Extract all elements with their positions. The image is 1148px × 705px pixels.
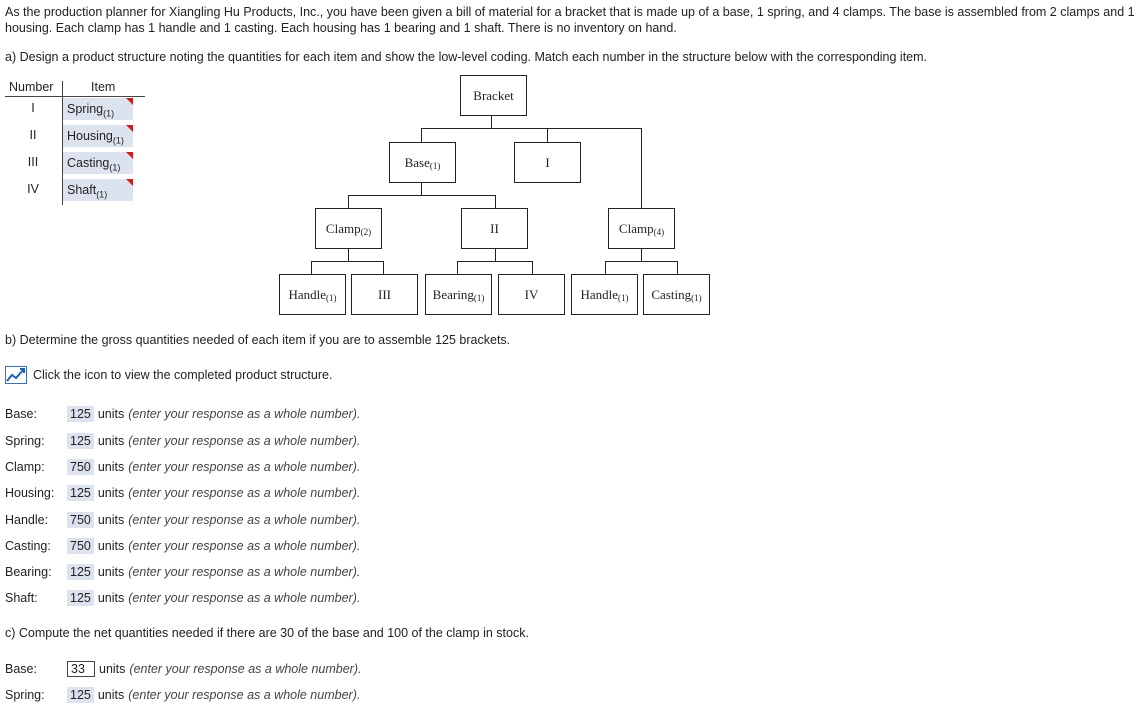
- connector: [457, 261, 458, 274]
- row-number-4: IV: [27, 182, 39, 196]
- gross-label: Shaft:: [5, 591, 38, 605]
- view-structure-link[interactable]: [5, 366, 332, 384]
- gross-label: Bearing:: [5, 565, 52, 579]
- connector: [641, 128, 642, 208]
- gross-value[interactable]: 750: [67, 538, 94, 554]
- table-header-rule: [5, 96, 145, 97]
- connector: [495, 248, 496, 262]
- col-header-number: Number: [9, 80, 54, 94]
- gross-row-handle: [5, 510, 360, 530]
- node-handle-b: Handle $_{(1)}$: [571, 274, 638, 315]
- row-number-3: III: [27, 155, 39, 169]
- row-number-2: II: [29, 128, 37, 142]
- connector: [605, 261, 678, 262]
- connector: [605, 261, 606, 274]
- hint-text: (enter your response as a whole number).: [128, 513, 361, 527]
- view-structure-label: Click the icon to view the completed product structure.: [33, 368, 333, 382]
- connector: [421, 128, 422, 143]
- unit-label: units: [97, 565, 125, 579]
- connector: [677, 261, 678, 274]
- connector: [495, 195, 496, 208]
- node-clamp-4: Clamp $_{(4)}$: [608, 208, 675, 249]
- unit-label: units: [97, 513, 125, 527]
- gross-row-casting: [5, 536, 360, 556]
- connector: [421, 182, 422, 196]
- gross-value[interactable]: 125: [67, 406, 94, 422]
- node-bracket: Bracket: [460, 75, 527, 116]
- gross-value[interactable]: 750: [67, 459, 94, 475]
- connector: [311, 261, 384, 262]
- net-base-input[interactable]: 33: [67, 661, 95, 677]
- node-number-2: II: [461, 208, 528, 249]
- connector: [457, 261, 533, 262]
- unit-label: units: [97, 688, 125, 702]
- gross-label: Base:: [5, 407, 37, 421]
- net-row-spring: [5, 685, 360, 705]
- gross-value[interactable]: 125: [67, 590, 94, 606]
- net-label: Base:: [5, 662, 37, 676]
- unit-label: units: [97, 407, 125, 421]
- gross-label: Spring:: [5, 434, 45, 448]
- gross-label: Casting:: [5, 539, 51, 553]
- col-header-item: Item: [91, 80, 116, 94]
- item-select-1[interactable]: Spring$_{(1)}$: [63, 98, 133, 120]
- gross-label: Housing:: [5, 486, 55, 500]
- item-select-3[interactable]: Casting$_{(1)}$: [63, 152, 133, 174]
- unit-label: units: [97, 591, 125, 605]
- hint-text: (enter your response as a whole number).: [129, 662, 362, 676]
- gross-label: Clamp:: [5, 460, 45, 474]
- part-c-instructions: c) Compute the net quantities needed if there are 30 of the base and 100 of the clamp in stock.: [5, 626, 529, 640]
- unit-label: units: [97, 460, 125, 474]
- connector: [641, 248, 642, 262]
- chart-icon[interactable]: [5, 366, 27, 384]
- unit-label: units: [97, 539, 125, 553]
- hint-text: (enter your response as a whole number).: [128, 591, 361, 605]
- node-base: Base $_{(1)}$: [389, 142, 456, 183]
- net-label: Spring:: [5, 688, 45, 702]
- gross-row-shaft: [5, 588, 360, 608]
- hint-text: (enter your response as a whole number).: [128, 565, 361, 579]
- problem-statement: As the production planner for Xiangling Hu Products, Inc., you have been given a bill of material for a bracket that is made up of a base, 1 spring, and 4 clamps. The base is assembled from 2 clamps and 1 housing. Each clamp has 1 handle and 1 casting. Each housing has 1 bearing and 1 shaft. There is no inventory on hand.: [5, 5, 1135, 35]
- item-select-2[interactable]: Housing$_{(1)}$: [63, 125, 133, 147]
- gross-value[interactable]: 125: [67, 564, 94, 580]
- unit-label: units: [97, 434, 125, 448]
- connector: [421, 128, 642, 129]
- hint-text: (enter your response as a whole number).: [128, 407, 361, 421]
- node-number-1: I: [514, 142, 581, 183]
- gross-value[interactable]: 125: [67, 485, 94, 501]
- row-number-1: I: [31, 101, 35, 115]
- unit-label: units: [99, 662, 126, 676]
- hint-text: (enter your response as a whole number).: [128, 434, 361, 448]
- hint-text: (enter your response as a whole number).: [128, 539, 361, 553]
- node-number-4: IV: [498, 274, 565, 315]
- connector: [348, 195, 496, 196]
- connector: [547, 128, 548, 143]
- gross-row-spring: [5, 431, 360, 451]
- connector: [383, 261, 384, 274]
- hint-text: (enter your response as a whole number).: [128, 486, 361, 500]
- hint-text: (enter your response as a whole number).: [128, 460, 361, 474]
- net-value[interactable]: 125: [67, 687, 94, 703]
- node-bearing: Bearing $_{(1)}$: [425, 274, 492, 315]
- gross-row-housing: [5, 483, 360, 503]
- gross-value[interactable]: 125: [67, 433, 94, 449]
- gross-value[interactable]: 750: [67, 512, 94, 528]
- connector: [348, 195, 349, 208]
- gross-label: Handle:: [5, 513, 49, 527]
- connector: [348, 248, 349, 262]
- gross-row-bearing: [5, 562, 360, 582]
- gross-row-clamp: [5, 457, 360, 477]
- gross-row-base: [5, 404, 360, 424]
- connector: [532, 261, 533, 274]
- hint-text: (enter your response as a whole number).: [128, 688, 361, 702]
- node-casting: Casting $_{(1)}$: [643, 274, 710, 315]
- node-number-3: III: [351, 274, 418, 315]
- part-a-instructions: a) Design a product structure noting the quantities for each item and show the low-level coding. Match each number in the structure below with the corresponding item.: [5, 50, 928, 64]
- connector: [311, 261, 312, 274]
- net-row-base: [5, 659, 361, 679]
- unit-label: units: [97, 486, 125, 500]
- node-clamp-2: Clamp $_{(2)}$: [315, 208, 382, 249]
- node-handle-a: Handle $_{(1)}$: [279, 274, 346, 315]
- part-b-instructions: b) Determine the gross quantities needed of each item if you are to assemble 125 brackets.: [5, 333, 511, 347]
- item-select-4[interactable]: Shaft$_{(1)}$: [63, 179, 133, 201]
